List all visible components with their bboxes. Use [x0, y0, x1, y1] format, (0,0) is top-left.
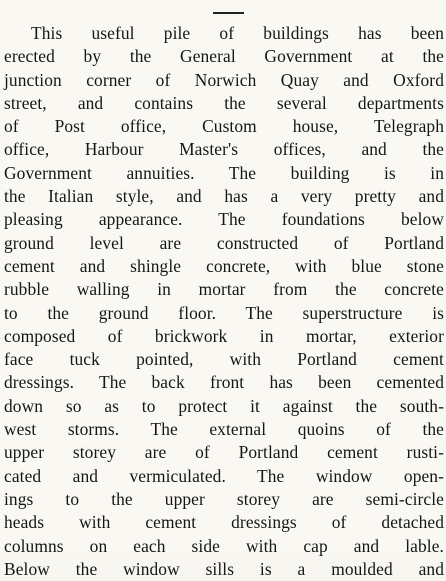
article-line-13: to the ground floor. The superstructure is [4, 302, 444, 323]
article-line-23: columns on each side with cap and lable. [4, 535, 444, 556]
article-line-10: ground level are constructed of Portland [4, 232, 444, 253]
article-line-9: pleasing appearance. The foundations below [4, 209, 444, 230]
article-line-17: down so as to protect it against the south- [4, 395, 444, 416]
article-line-6: office, Harbour Master's offices, and the [4, 139, 444, 160]
article-line-18: west storms. The external quoins of the [4, 419, 444, 440]
article-line-22: heads with cement dressings of detached [4, 512, 444, 533]
article-line-4: street, and contains the several departments [4, 92, 444, 113]
article-line-1: This useful pile of buildings has been [31, 23, 444, 43]
article-line-11: cement and shingle concrete, with blue stone [4, 255, 444, 276]
article-line-16: dressings. The back front has been cemented [4, 372, 444, 393]
article-line-3: junction corner of Norwich Quay and Oxford [4, 69, 444, 90]
article-line-14: composed of brickwork in mortar, exterior [4, 325, 444, 346]
article-line-20: cated and vermiculated. The window open- [4, 465, 444, 486]
section-divider-rule [213, 12, 244, 14]
article-line-19: upper storey are of Portland cement rusti- [4, 442, 444, 463]
article-line-21: ings to the upper storey are semi-circle [4, 488, 444, 509]
article-line-2: erected by the General Government at the [4, 46, 444, 67]
article-text-column [4, 22, 444, 581]
article-line-15: face tuck pointed, with Portland cement [4, 349, 444, 370]
article-line-7: Government annuities. The building is in [4, 162, 444, 183]
article-line-5: of Post office, Custom house, Telegraph [4, 116, 444, 137]
article-line-24: Below the window sills is a moulded and [4, 558, 444, 579]
article-line-8: the Italian style, and has a very pretty and [4, 186, 444, 207]
article-line-12: rubble walling in mortar from the concrete [4, 279, 444, 300]
